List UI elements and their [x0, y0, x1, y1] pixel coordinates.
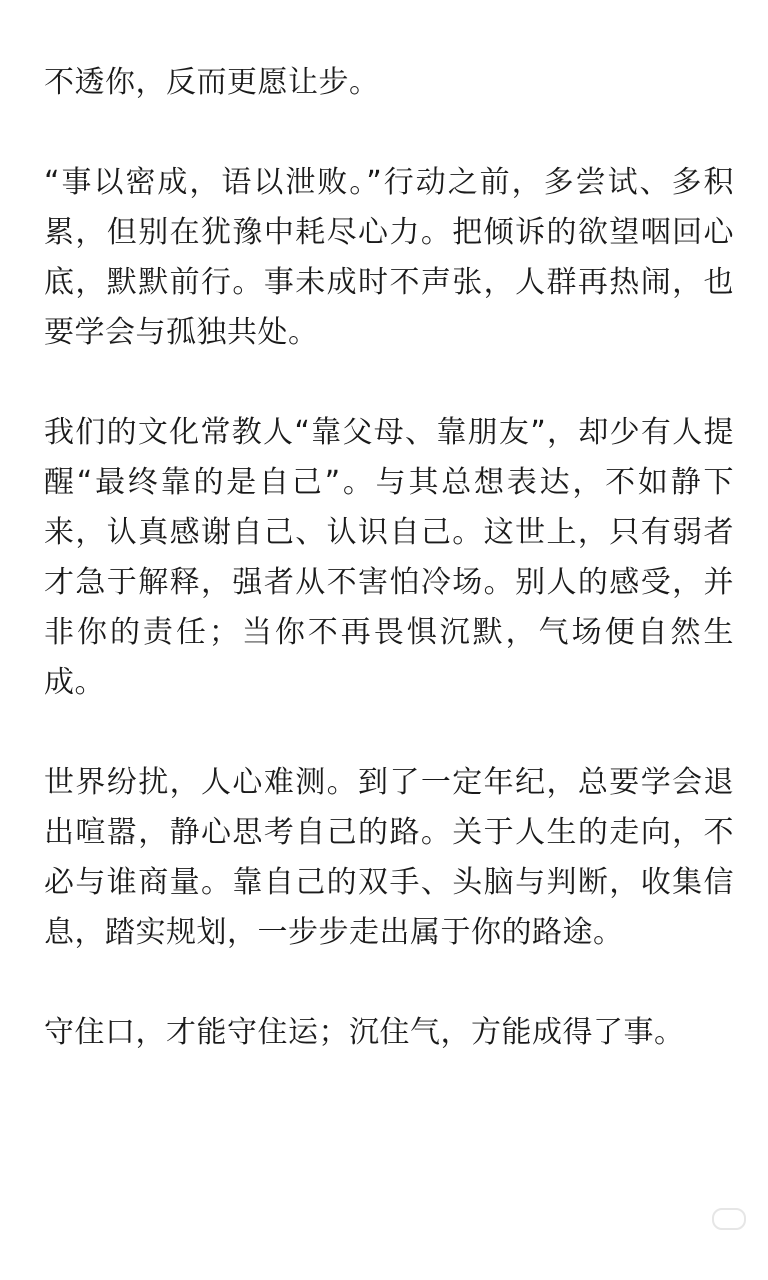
- paragraph-3: 我们的文化常教人“靠父母、靠朋友”，却少有人提醒“最终靠的是自己”。与其总想表达，不如静下来，认真感谢自己、认识自己。这世上，只有弱者才急于解释，强者从不害怕冷场。别人的感受，并非你的责任；当你不再畏惧沉默，气场便自然生成。: [44, 415, 734, 700]
- paragraph-1: 不透你，反而更愿让步。: [44, 65, 380, 100]
- paragraph-4: 世界纷扰，人心难测。到了一定年纪，总要学会退出喧嚣，静心思考自己的路。关于人生的走向，不必与谁商量。靠自己的双手、头脑与判断，收集信息，踏实规划，一步步走出属于你的路途。: [44, 765, 734, 950]
- article-body: [44, 58, 734, 1108]
- paragraph-5: 守住口，才能守住运；沉住气，方能成得了事。: [44, 1015, 685, 1050]
- paragraph-2: “事以密成，语以泄败。”行动之前，多尝试、多积累，但别在犹豫中耗尽心力。把倾诉的欲望咽回心底，默默前行。事未成时不声张，人群再热闹，也要学会与孤独共处。: [44, 165, 734, 350]
- weibo-logo-icon: [712, 1208, 746, 1230]
